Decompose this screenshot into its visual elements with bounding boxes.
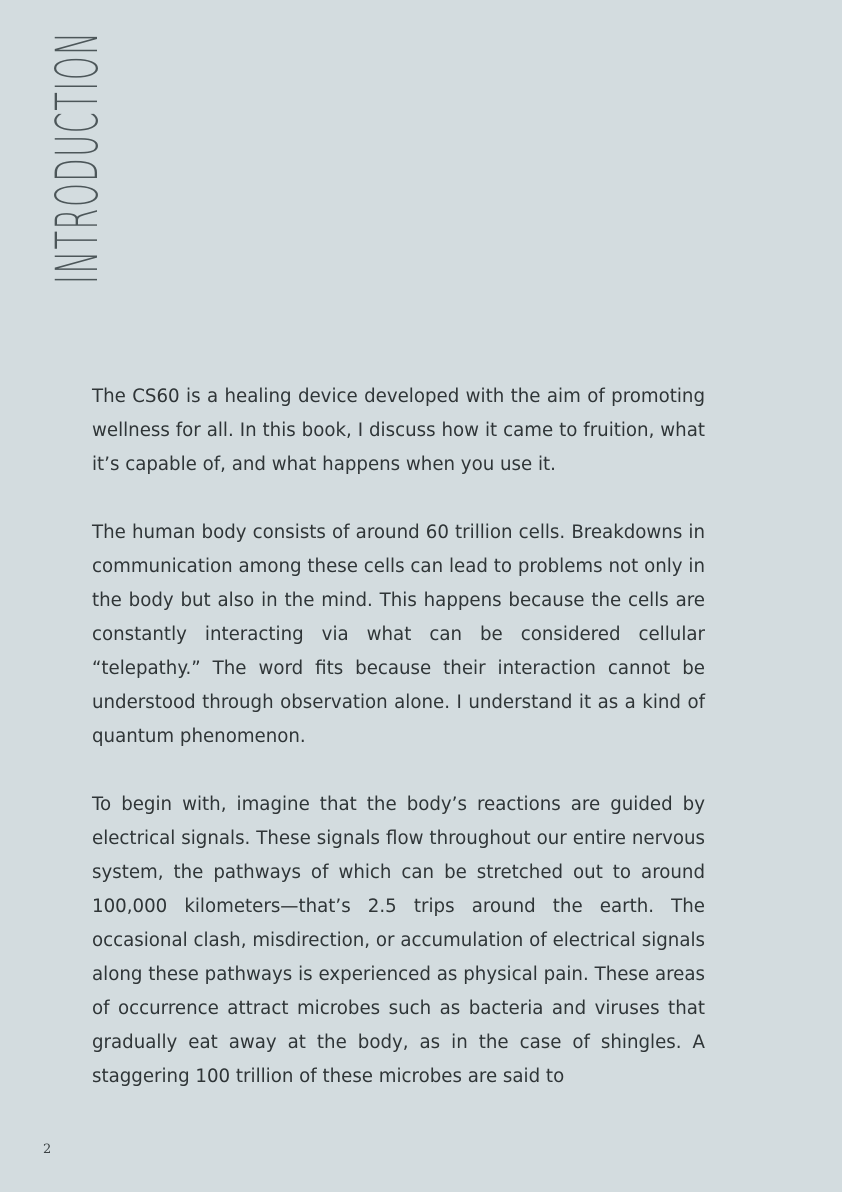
body-text bbox=[92, 380, 705, 1128]
paragraph-1: The CS60 is a healing device developed with the aim of promoting wellness for all. In this book, I discuss how it came to fruition, what it’s capable of, and what happens when you use it. bbox=[92, 386, 705, 475]
paragraph-3: To begin with, imagine that the body’s reactions are guided by electrical signals. These signals flow throughout our entire nervous system, the pathways of which can be stretched out to around 100,000 kilometers—that’s 2.5 trips around the earth. The occasional clash, misdirection, or accumulation of electrical signals along these pathways is experienced as physical pain. These areas of occurrence attract microbes such as bacteria and viruses that gradually eat away at the body, as in the case of shingles. A staggering 100 trillion of these microbes are said to bbox=[92, 794, 705, 1087]
page-number: 2 bbox=[43, 1142, 52, 1157]
chapter-title bbox=[43, 30, 111, 284]
paragraph-2: The human body consists of around 60 trillion cells. Breakdowns in communication among these cells can lead to problems not only in the body but also in the mind. This happens because the cells are constantly interacting via what can be considered cellular “telepathy.” The word fits because their interaction cannot be understood through observation alone. I understand it as a kind of quantum phenomenon. bbox=[92, 522, 705, 747]
chapter-title-text: INTRODUCTION bbox=[43, 30, 111, 284]
